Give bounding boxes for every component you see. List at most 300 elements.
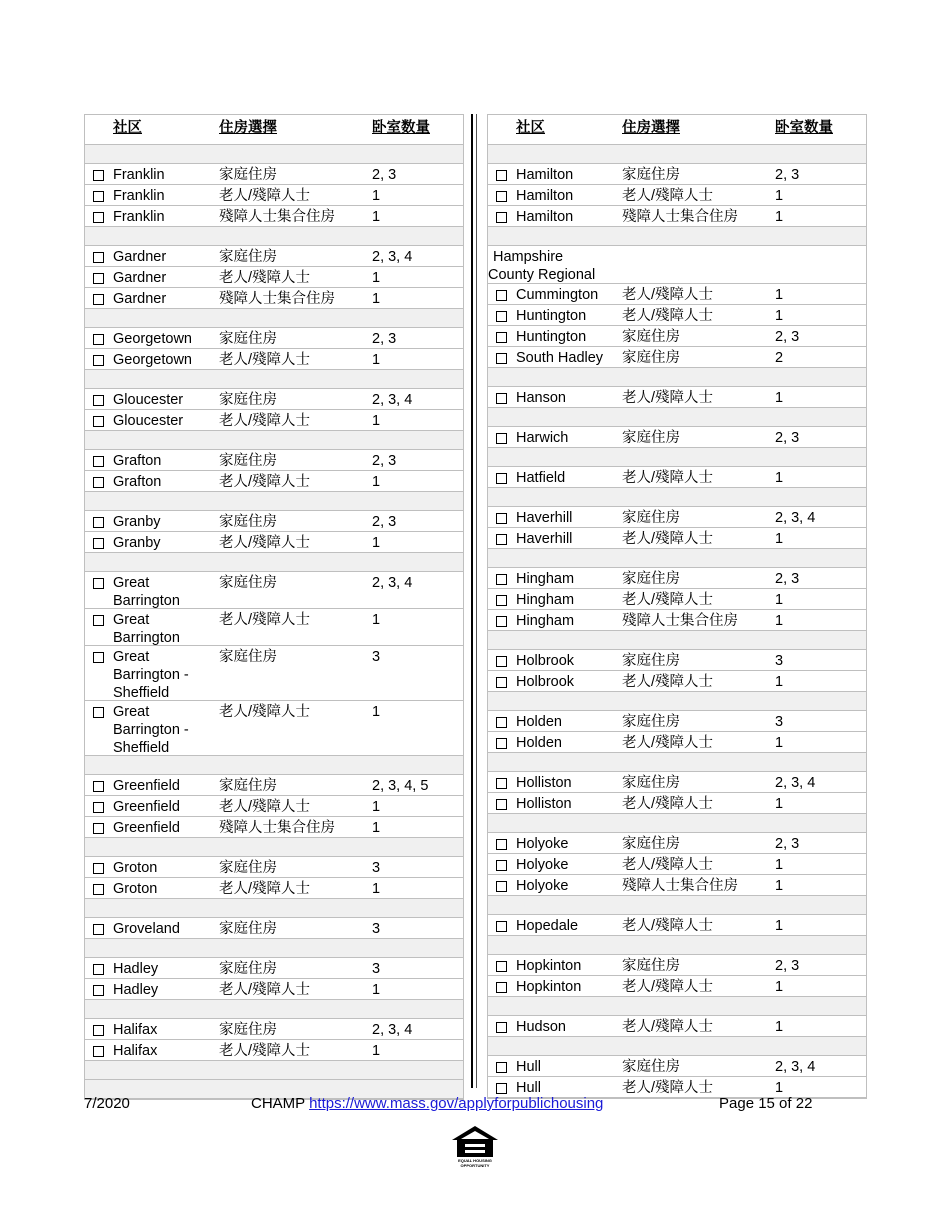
footer-champ [251, 1095, 603, 1113]
checkbox[interactable] [496, 534, 507, 545]
housing-type-cell: 老人/殘障人士 [219, 704, 311, 720]
community-name: Halifax [113, 1022, 158, 1038]
checkbox[interactable] [496, 212, 507, 223]
bedrooms-cell: 1 [372, 352, 381, 368]
bedrooms-cell: 1 [775, 857, 784, 873]
community-name: Great Barrington [113, 575, 180, 609]
bedrooms-cell: 1 [775, 209, 784, 225]
checkbox[interactable] [93, 456, 104, 467]
table-row [488, 528, 866, 549]
community-cell [93, 248, 213, 266]
community-name: Gardner [113, 249, 167, 265]
community-name: Holden [516, 735, 562, 751]
bedrooms-cell: 1 [372, 820, 381, 836]
community-cell [496, 509, 616, 527]
community-cell [496, 957, 616, 975]
community-cell [496, 349, 616, 367]
checkbox[interactable] [93, 191, 104, 202]
housing-type-cell: 家庭住房 [219, 860, 277, 876]
community-cell [93, 473, 213, 491]
community-name: Holliston [516, 796, 572, 812]
housing-type-cell: 老人/殘障人士 [219, 188, 311, 204]
checkbox[interactable] [496, 1083, 507, 1094]
table-row [488, 772, 866, 793]
community-name: Greenfield [113, 820, 180, 836]
housing-type-cell: 家庭住房 [622, 350, 680, 366]
community-name: Hopkinton [516, 979, 582, 995]
checkbox[interactable] [496, 881, 507, 892]
community-cell [93, 166, 213, 184]
community-cell [496, 713, 616, 731]
checkbox[interactable] [496, 616, 507, 627]
housing-type-cell: 家庭住房 [219, 331, 277, 347]
checkbox[interactable] [93, 294, 104, 305]
community-cell [93, 880, 213, 898]
bedrooms-cell: 1 [372, 188, 381, 204]
bedrooms-cell: 1 [775, 674, 784, 690]
spacer-row [488, 997, 866, 1016]
community-name: Cummington [516, 287, 599, 303]
community-cell [93, 269, 213, 287]
spacer-row [85, 1000, 463, 1019]
checkbox[interactable] [496, 574, 507, 585]
bedrooms-cell: 1 [775, 188, 784, 204]
checkbox[interactable] [496, 860, 507, 871]
spacer-row [85, 431, 463, 450]
checkbox[interactable] [496, 1062, 507, 1073]
checkbox[interactable] [93, 355, 104, 366]
housing-type-cell: 殘障人士集合住房 [219, 209, 335, 225]
spacer-row [85, 838, 463, 857]
table-row [488, 875, 866, 896]
table-row [488, 955, 866, 976]
community-name: Holyoke [516, 836, 569, 852]
community-cell [93, 1042, 213, 1060]
community-name: Gardner [113, 270, 167, 286]
checkbox[interactable] [496, 677, 507, 688]
checkbox[interactable] [93, 477, 104, 488]
community-cell [496, 856, 616, 874]
community-cell [93, 920, 213, 938]
housing-type-cell: 老人/殘障人士 [622, 1080, 714, 1096]
bedrooms-cell: 2, 3 [372, 331, 397, 347]
table-row [85, 164, 463, 185]
header-community: 社区 [113, 120, 142, 136]
checkbox[interactable] [93, 863, 104, 874]
table-row [85, 958, 463, 979]
checkbox[interactable] [93, 615, 104, 626]
bedrooms-cell: 2 [775, 350, 784, 366]
checkbox[interactable] [496, 473, 507, 484]
housing-type-cell: 家庭住房 [622, 571, 680, 587]
community-cell [496, 286, 616, 304]
bedrooms-cell: 1 [775, 470, 784, 486]
checkbox[interactable] [496, 311, 507, 322]
checkbox[interactable] [496, 717, 507, 728]
housing-type-cell: 老人/殘障人士 [219, 413, 311, 429]
spacer-row [85, 756, 463, 775]
community-cell [496, 877, 616, 895]
left-listing-table [84, 114, 464, 1100]
housing-type-cell: 老人/殘障人士 [622, 287, 714, 303]
community-name: Hopkinton [516, 958, 582, 974]
bedrooms-cell: 2, 3, 4 [372, 249, 413, 265]
community-name: Hingham [516, 571, 575, 587]
table-row [85, 572, 463, 609]
checkbox[interactable] [93, 823, 104, 834]
table-row [488, 610, 866, 631]
checkbox[interactable] [93, 416, 104, 427]
community-name: Groton [113, 860, 158, 876]
community-cell [93, 798, 213, 816]
community-name: Hingham [516, 592, 575, 608]
table-row [488, 854, 866, 875]
checkbox[interactable] [496, 595, 507, 606]
community-name: Gloucester [113, 413, 184, 429]
bedrooms-cell: 2, 3 [372, 453, 397, 469]
checkbox[interactable] [496, 778, 507, 789]
bedrooms-cell: 2, 3 [775, 430, 800, 446]
spacer-row [488, 549, 866, 568]
housing-type-cell: 家庭住房 [219, 575, 277, 591]
community-cell [93, 1021, 213, 1039]
community-name: Holyoke [516, 857, 569, 873]
housing-type-cell: 家庭住房 [219, 453, 277, 469]
spacer-row [488, 488, 866, 507]
housing-type-cell: 老人/殘障人士 [622, 470, 714, 486]
table-row [85, 646, 463, 701]
housing-type-cell: 老人/殘障人士 [622, 796, 714, 812]
checkbox[interactable] [93, 652, 104, 663]
housing-type-cell: 老人/殘障人士 [622, 857, 714, 873]
housing-type-cell: 家庭住房 [622, 510, 680, 526]
checkbox[interactable] [496, 839, 507, 850]
bedrooms-cell: 2, 3 [372, 514, 397, 530]
footer-date: 7/2020 [84, 1095, 130, 1112]
header-community: 社区 [516, 120, 545, 136]
footer-champ-label: CHAMP [251, 1095, 305, 1112]
table-row [85, 817, 463, 838]
table-row [488, 671, 866, 692]
housing-type-cell: 老人/殘障人士 [219, 881, 311, 897]
right-listing-table [487, 114, 867, 1099]
table-header [85, 115, 463, 145]
housing-type-cell: 家庭住房 [219, 1022, 277, 1038]
housing-type-cell: 老人/殘障人士 [622, 308, 714, 324]
header-housing: 住房選擇 [219, 120, 277, 136]
bedrooms-cell: 1 [775, 287, 784, 303]
bedrooms-cell: 3 [372, 961, 381, 977]
bedrooms-cell: 1 [372, 612, 381, 628]
community-cell [93, 574, 213, 610]
housing-type-cell: 老人/殘障人士 [219, 612, 311, 628]
checkbox[interactable] [93, 273, 104, 284]
checkbox[interactable] [93, 964, 104, 975]
community-name: Hamilton [516, 167, 574, 183]
bedrooms-cell: 2, 3 [775, 571, 800, 587]
spacer-row [488, 753, 866, 772]
group-title [488, 248, 628, 284]
table-row [85, 609, 463, 646]
header-housing: 住房選擇 [622, 120, 680, 136]
table-row [85, 471, 463, 492]
table-row [85, 1040, 463, 1061]
table-row [85, 532, 463, 553]
bedrooms-cell: 1 [372, 270, 381, 286]
table-row [488, 347, 866, 368]
group-heading-row [488, 246, 866, 284]
table-row [85, 246, 463, 267]
table-row [85, 701, 463, 756]
housing-type-cell: 家庭住房 [622, 329, 680, 345]
community-name: Grafton [113, 453, 162, 469]
community-cell [93, 351, 213, 369]
checkbox[interactable] [93, 334, 104, 345]
checkbox[interactable] [496, 393, 507, 404]
community-cell [496, 591, 616, 609]
housing-type-cell: 老人/殘障人士 [219, 474, 311, 490]
checkbox[interactable] [496, 799, 507, 810]
bedrooms-cell: 3 [775, 714, 784, 730]
checkbox[interactable] [496, 982, 507, 993]
community-name: Hopedale [516, 918, 579, 934]
community-name: Grafton [113, 474, 162, 490]
bedrooms-cell: 1 [775, 613, 784, 629]
table-row [488, 793, 866, 814]
table-row [85, 389, 463, 410]
bedrooms-cell: 1 [372, 704, 381, 720]
checkbox[interactable] [93, 1046, 104, 1057]
spacer-row [488, 692, 866, 711]
housing-type-cell: 家庭住房 [219, 167, 277, 183]
spacer-row [85, 145, 463, 164]
table-row [85, 878, 463, 899]
column-divider-inner [476, 114, 477, 1088]
spacer-row [488, 631, 866, 650]
community-cell [496, 917, 616, 935]
community-cell [93, 513, 213, 531]
table-row [488, 185, 866, 206]
table-row [85, 511, 463, 532]
apply-link[interactable]: https://www.mass.gov/applyforpublichousing [309, 1095, 604, 1112]
community-name: Groveland [113, 921, 180, 937]
community-name: Granby [113, 535, 161, 551]
table-row [488, 1056, 866, 1077]
housing-type-cell: 老人/殘障人士 [622, 390, 714, 406]
table-row [488, 976, 866, 997]
bedrooms-cell: 1 [372, 413, 381, 429]
housing-type-cell: 家庭住房 [219, 961, 277, 977]
housing-type-cell: 家庭住房 [622, 1059, 680, 1075]
bedrooms-cell: 3 [372, 921, 381, 937]
checkbox[interactable] [93, 395, 104, 406]
community-name: Holbrook [516, 674, 575, 690]
spacer-row [488, 368, 866, 387]
group-title-line2: County Regional [488, 267, 596, 283]
community-name: Hamilton [516, 188, 574, 204]
bedrooms-cell: 1 [775, 1019, 784, 1035]
table-row [488, 1016, 866, 1037]
checkbox[interactable] [93, 578, 104, 589]
spacer-row [85, 1061, 463, 1080]
spacer-row [85, 939, 463, 958]
checkbox[interactable] [496, 656, 507, 667]
table-row [85, 328, 463, 349]
table-row [85, 979, 463, 1000]
housing-type-cell: 老人/殘障人士 [622, 979, 714, 995]
community-cell [93, 981, 213, 999]
equal-housing-text: EQUAL HOUSING OPPORTUNITY [458, 1158, 492, 1168]
bedrooms-cell: 3 [372, 860, 381, 876]
checkbox[interactable] [496, 1022, 507, 1033]
checkbox[interactable] [496, 433, 507, 444]
bedrooms-cell: 2, 3 [775, 958, 800, 974]
community-cell [496, 530, 616, 548]
checkbox[interactable] [496, 353, 507, 364]
housing-type-cell: 家庭住房 [622, 775, 680, 791]
checkbox[interactable] [496, 513, 507, 524]
community-cell [496, 469, 616, 487]
checkbox[interactable] [496, 290, 507, 301]
checkbox[interactable] [93, 212, 104, 223]
bedrooms-cell: 1 [775, 735, 784, 751]
spacer-row [488, 1037, 866, 1056]
community-name: Hingham [516, 613, 575, 629]
bedrooms-cell: 2, 3, 4, 5 [372, 778, 429, 794]
checkbox[interactable] [93, 252, 104, 263]
table-row [488, 507, 866, 528]
table-row [85, 267, 463, 288]
checkbox[interactable] [93, 802, 104, 813]
table-row [488, 650, 866, 671]
housing-type-cell: 老人/殘障人士 [622, 1019, 714, 1035]
community-name: Hadley [113, 982, 159, 998]
spacer-row [85, 370, 463, 389]
housing-type-cell: 老人/殘障人士 [219, 535, 311, 551]
table-row [85, 1019, 463, 1040]
bedrooms-cell: 1 [372, 535, 381, 551]
community-cell [496, 208, 616, 226]
spacer-row [85, 492, 463, 511]
checkbox[interactable] [496, 921, 507, 932]
checkbox[interactable] [93, 781, 104, 792]
table-row [488, 427, 866, 448]
table-row [85, 349, 463, 370]
community-name: Hamilton [516, 209, 574, 225]
community-cell [496, 795, 616, 813]
bedrooms-cell: 2, 3, 4 [775, 775, 816, 791]
housing-type-cell: 老人/殘障人士 [622, 918, 714, 934]
column-divider [471, 114, 473, 1088]
checkbox[interactable] [93, 985, 104, 996]
housing-type-cell: 殘障人士集合住房 [622, 613, 738, 629]
community-cell [496, 978, 616, 996]
housing-type-cell: 老人/殘障人士 [622, 188, 714, 204]
community-name: Groton [113, 881, 158, 897]
checkbox[interactable] [93, 538, 104, 549]
community-name: Great Barrington - Sheffield [113, 649, 189, 701]
bedrooms-cell: 2, 3 [372, 167, 397, 183]
housing-type-cell: 殘障人士集合住房 [622, 209, 738, 225]
spacer-row [85, 227, 463, 246]
community-cell [496, 652, 616, 670]
community-cell [496, 187, 616, 205]
table-header [488, 115, 866, 145]
community-cell [496, 307, 616, 325]
bedrooms-cell: 2, 3 [775, 329, 800, 345]
community-name: Haverhill [516, 531, 573, 547]
community-cell [93, 452, 213, 470]
table-row [85, 185, 463, 206]
checkbox[interactable] [496, 961, 507, 972]
checkbox[interactable] [93, 924, 104, 935]
table-row [488, 711, 866, 732]
spacer-row [85, 553, 463, 572]
bedrooms-cell: 2, 3, 4 [372, 1022, 413, 1038]
community-cell [93, 412, 213, 430]
community-name: Great Barrington [113, 612, 180, 646]
checkbox[interactable] [496, 738, 507, 749]
community-name: Georgetown [113, 331, 192, 347]
community-cell [93, 859, 213, 877]
community-name: South Hadley [516, 350, 604, 366]
community-name: Granby [113, 514, 161, 530]
table-row [488, 589, 866, 610]
community-name: Huntington [516, 329, 587, 345]
table-row [85, 450, 463, 471]
checkbox[interactable] [93, 884, 104, 895]
spacer-row [488, 227, 866, 246]
checkbox[interactable] [93, 707, 104, 718]
community-name: Franklin [113, 188, 165, 204]
spacer-row [488, 814, 866, 833]
bedrooms-cell: 1 [775, 390, 784, 406]
community-name: Haverhill [516, 510, 573, 526]
spacer-row [488, 145, 866, 164]
bedrooms-cell: 1 [775, 918, 784, 934]
community-cell [93, 391, 213, 409]
checkbox[interactable] [496, 191, 507, 202]
checkbox[interactable] [93, 170, 104, 181]
community-name: Holliston [516, 775, 572, 791]
housing-type-cell: 家庭住房 [622, 430, 680, 446]
bedrooms-cell: 3 [775, 653, 784, 669]
community-name: Hatfield [516, 470, 566, 486]
community-name: Great Barrington - Sheffield [113, 704, 189, 756]
housing-type-cell: 殘障人士集合住房 [219, 820, 335, 836]
table-row [85, 918, 463, 939]
community-name: Hull [516, 1059, 541, 1075]
table-row [488, 305, 866, 326]
table-row [488, 915, 866, 936]
checkbox[interactable] [496, 332, 507, 343]
table-row [488, 833, 866, 854]
bedrooms-cell: 2, 3 [775, 167, 800, 183]
table-row [488, 568, 866, 589]
community-cell [496, 570, 616, 588]
community-cell [93, 611, 213, 647]
bedrooms-cell: 2, 3, 4 [775, 1059, 816, 1075]
table-row [488, 206, 866, 227]
housing-type-cell: 老人/殘障人士 [622, 531, 714, 547]
checkbox[interactable] [93, 1025, 104, 1036]
checkbox[interactable] [93, 517, 104, 528]
community-cell [496, 673, 616, 691]
community-name: Greenfield [113, 799, 180, 815]
bedrooms-cell: 1 [372, 982, 381, 998]
page-number: Page 15 of 22 [719, 1095, 813, 1112]
checkbox[interactable] [496, 170, 507, 181]
